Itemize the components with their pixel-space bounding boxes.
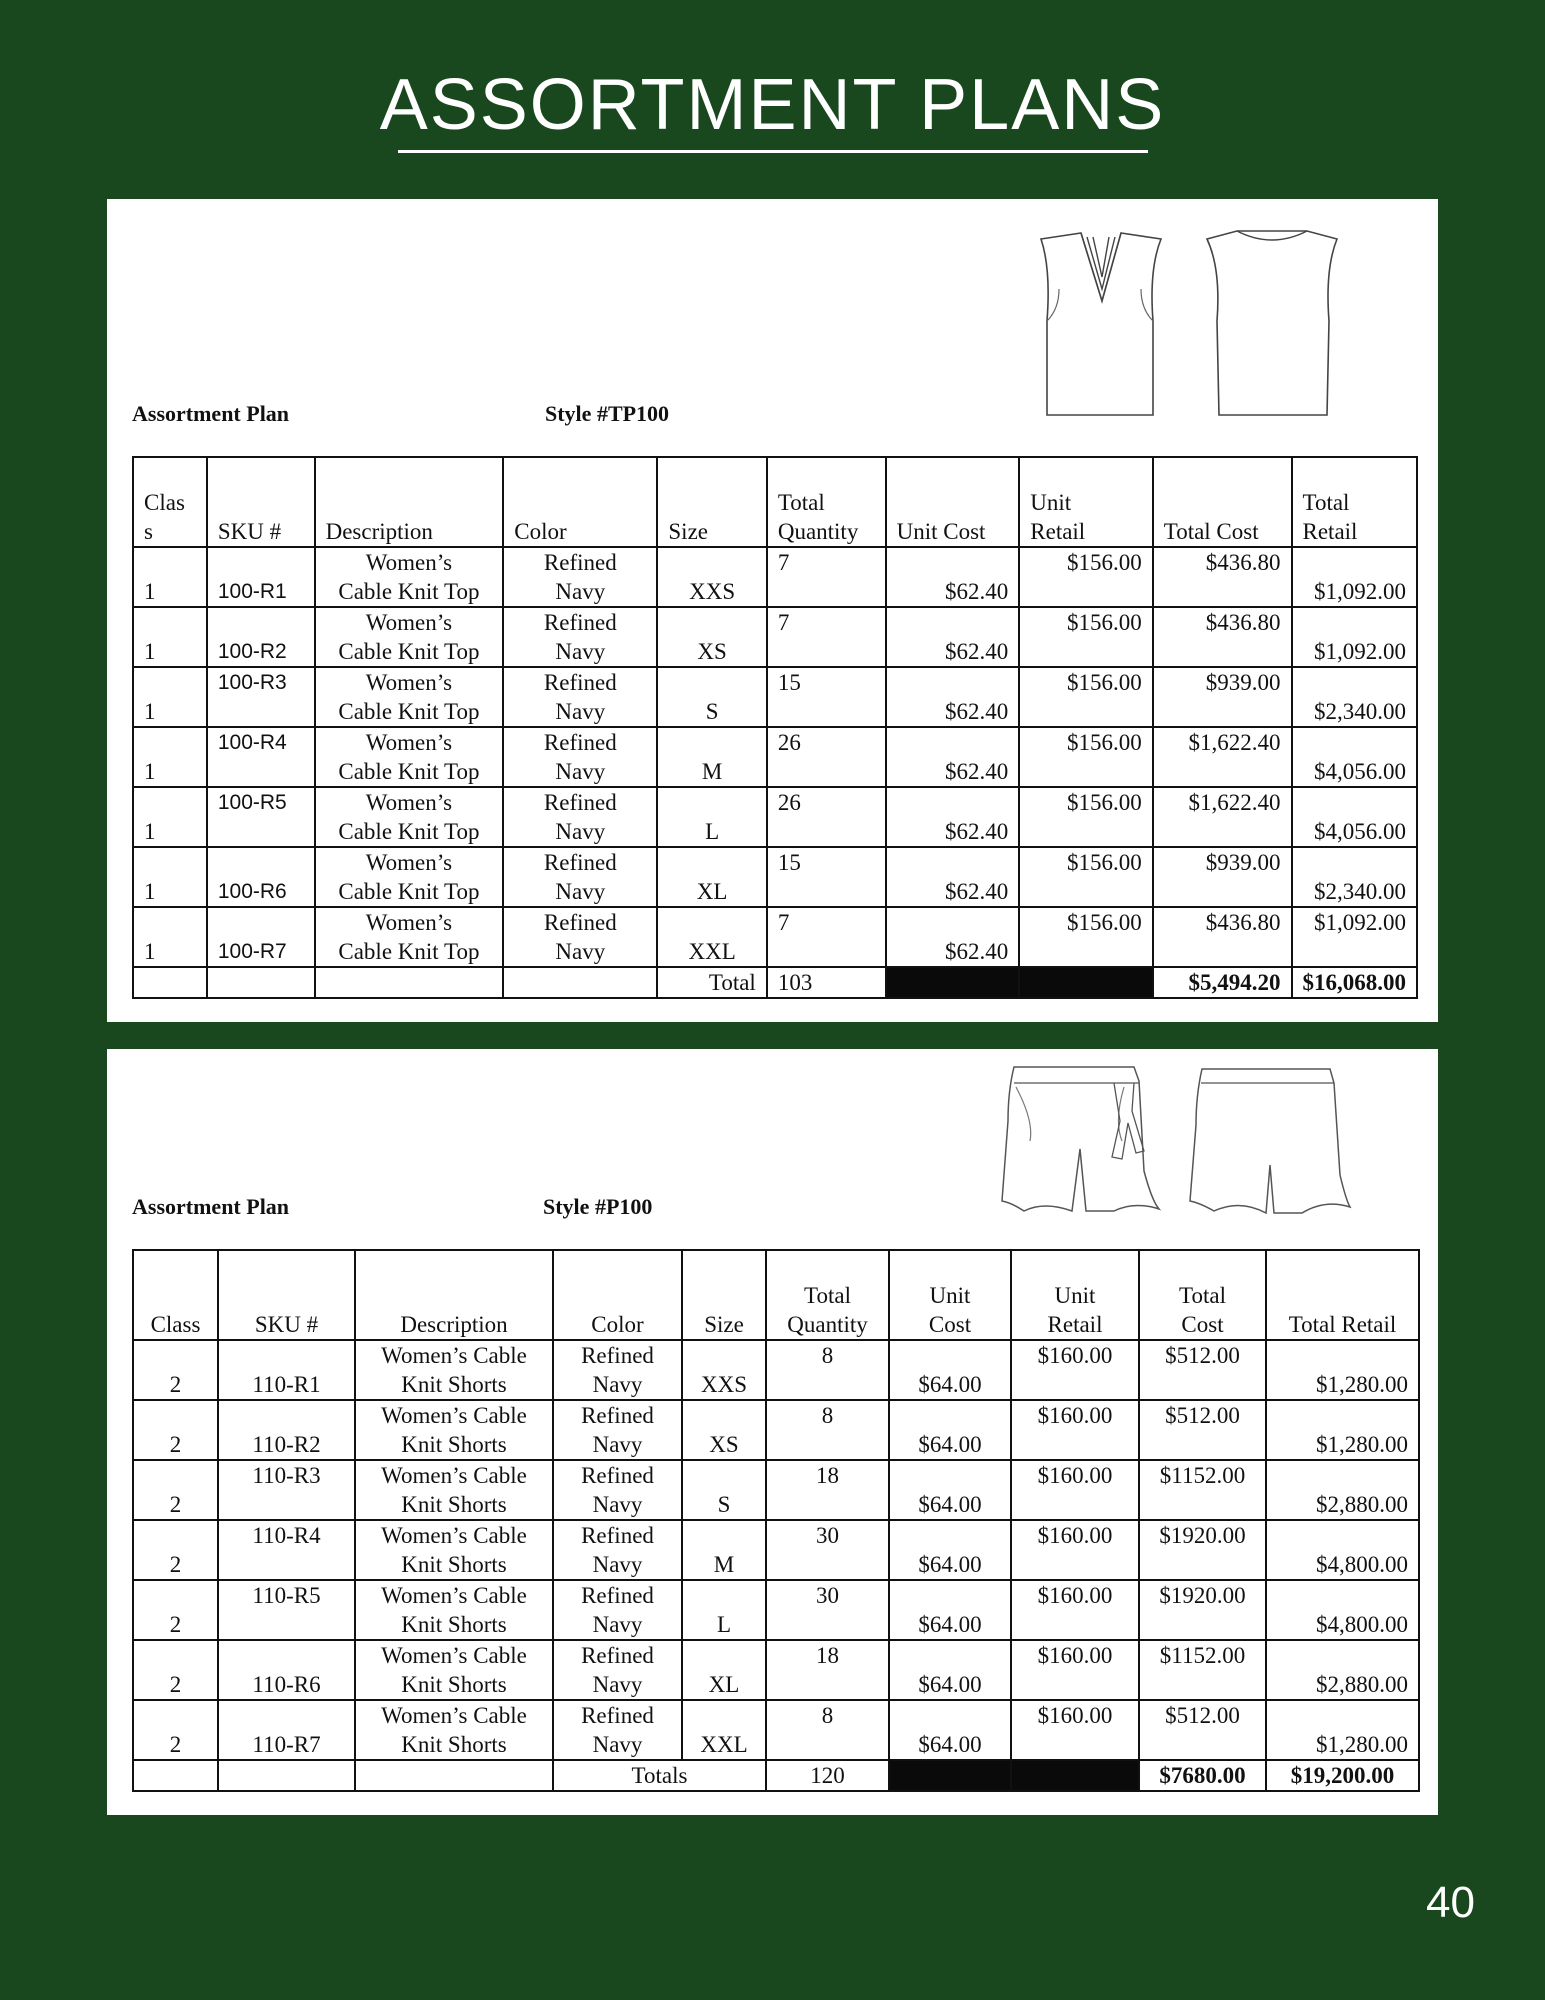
cell-class: 2 [133, 1520, 218, 1580]
title-underline [398, 150, 1148, 153]
cell-total-retail: $1,280.00 [1266, 1700, 1419, 1760]
blacked-out-cell [1019, 967, 1152, 998]
shorts-front-sketch [994, 1061, 1174, 1221]
table-row [133, 847, 1417, 907]
cell-empty [503, 967, 657, 998]
blacked-out-cell [1011, 1760, 1139, 1791]
header-description: Description [355, 1250, 553, 1340]
cell-total-cost: $512.00 [1139, 1700, 1266, 1760]
plan-label: Assortment Plan [132, 401, 290, 426]
assortment-plan-panel-top [107, 199, 1438, 1022]
cell-size: XL [682, 1640, 766, 1700]
cell-sku: 100-R3 [207, 667, 315, 727]
cell-unit-retail: $160.00 [1011, 1460, 1139, 1520]
cell-quantity: 15 [767, 667, 886, 727]
cell-unit-retail: $160.00 [1011, 1340, 1139, 1400]
cell-unit-cost: $64.00 [889, 1640, 1011, 1700]
header-unit-retail: Unit Retail [1011, 1250, 1139, 1340]
cell-class: 1 [133, 787, 207, 847]
cell-sku: 100-R1 [207, 547, 315, 607]
cell-size: L [657, 787, 766, 847]
totals-total-retail: $16,068.00 [1292, 967, 1418, 998]
page-title: ASSORTMENT PLANS [379, 65, 1166, 145]
cell-total-retail: $1,092.00 [1292, 907, 1418, 967]
cell-color: Refined Navy [503, 787, 657, 847]
header-unit-retail: Unit Retail [1019, 457, 1152, 547]
cell-total-cost: $436.80 [1153, 607, 1292, 667]
cell-description: Women’s Cable Knit Shorts [355, 1460, 553, 1520]
header-total-retail: Total Retail [1266, 1250, 1419, 1340]
cell-unit-cost: $62.40 [886, 667, 1020, 727]
cell-total-cost: $436.80 [1153, 547, 1292, 607]
cell-unit-retail: $156.00 [1019, 727, 1152, 787]
cell-total-retail: $4,800.00 [1266, 1580, 1419, 1640]
shorts-back-sketch [1180, 1065, 1360, 1220]
cell-total-cost: $436.80 [1153, 907, 1292, 967]
cell-quantity: 8 [766, 1340, 889, 1400]
cell-class: 1 [133, 847, 207, 907]
cell-total-cost: $1920.00 [1139, 1580, 1266, 1640]
cell-quantity: 7 [767, 547, 886, 607]
cell-class: 1 [133, 547, 207, 607]
cell-total-retail: $2,880.00 [1266, 1640, 1419, 1700]
cell-description: Women’s Cable Knit Top [315, 727, 504, 787]
cell-unit-retail: $156.00 [1019, 847, 1152, 907]
cell-sku: 110-R5 [218, 1580, 355, 1640]
cell-sku: 110-R1 [218, 1340, 355, 1400]
header-color: Color [503, 457, 657, 547]
cell-total-retail: $2,340.00 [1292, 667, 1418, 727]
header-color: Color [553, 1250, 682, 1340]
cell-unit-cost: $64.00 [889, 1580, 1011, 1640]
cell-size: S [682, 1460, 766, 1520]
cell-class: 1 [133, 667, 207, 727]
cell-sku: 100-R2 [207, 607, 315, 667]
assortment-table [132, 1249, 1420, 1792]
cell-empty [355, 1760, 553, 1791]
cell-unit-cost: $62.40 [886, 847, 1020, 907]
cell-total-cost: $939.00 [1153, 667, 1292, 727]
cell-size: S [657, 667, 766, 727]
cell-total-retail: $4,056.00 [1292, 787, 1418, 847]
cell-unit-cost: $62.40 [886, 547, 1020, 607]
table-row [133, 1640, 1419, 1700]
table-row [133, 907, 1417, 967]
totals-total-cost: $7680.00 [1139, 1760, 1266, 1791]
cell-unit-retail: $156.00 [1019, 607, 1152, 667]
header-total-retail: Total Retail [1292, 457, 1418, 547]
cell-description: Women’s Cable Knit Top [315, 547, 504, 607]
cell-color: Refined Navy [553, 1700, 682, 1760]
cell-class: 2 [133, 1460, 218, 1520]
totals-row [133, 1760, 1419, 1791]
cell-unit-cost: $62.40 [886, 787, 1020, 847]
cell-total-retail: $2,880.00 [1266, 1460, 1419, 1520]
cell-quantity: 26 [767, 727, 886, 787]
cell-unit-cost: $64.00 [889, 1400, 1011, 1460]
header-sku: SKU # [218, 1250, 355, 1340]
header-unit-cost: Unit Cost [889, 1250, 1011, 1340]
cell-quantity: 7 [767, 607, 886, 667]
table-header-row [133, 457, 1417, 547]
table-row [133, 787, 1417, 847]
cell-unit-retail: $160.00 [1011, 1700, 1139, 1760]
cell-description: Women’s Cable Knit Shorts [355, 1700, 553, 1760]
header-unit-cost: Unit Cost [886, 457, 1020, 547]
header-total-cost: Total Cost [1139, 1250, 1266, 1340]
cell-class: 1 [133, 727, 207, 787]
cell-total-cost: $512.00 [1139, 1340, 1266, 1400]
cell-total-cost: $1920.00 [1139, 1520, 1266, 1580]
cell-quantity: 18 [766, 1460, 889, 1520]
cell-sku: 110-R3 [218, 1460, 355, 1520]
cell-description: Women’s Cable Knit Top [315, 907, 504, 967]
cell-empty [133, 967, 207, 998]
cell-unit-retail: $156.00 [1019, 907, 1152, 967]
cell-size: XXS [682, 1340, 766, 1400]
cell-empty [315, 967, 504, 998]
cell-size: XL [657, 847, 766, 907]
cell-unit-cost: $62.40 [886, 607, 1020, 667]
cell-unit-cost: $64.00 [889, 1520, 1011, 1580]
style-number: Style #TP100 [545, 401, 670, 426]
cell-color: Refined Navy [503, 727, 657, 787]
cell-description: Women’s Cable Knit Shorts [355, 1580, 553, 1640]
cell-class: 2 [133, 1400, 218, 1460]
cell-total-cost: $1,622.40 [1153, 787, 1292, 847]
cell-quantity: 15 [767, 847, 886, 907]
table-row [133, 1520, 1419, 1580]
totals-quantity: 103 [767, 967, 886, 998]
cell-total-retail: $4,800.00 [1266, 1520, 1419, 1580]
cell-color: Refined Navy [553, 1520, 682, 1580]
cell-quantity: 18 [766, 1640, 889, 1700]
cell-description: Women’s Cable Knit Top [315, 667, 504, 727]
cell-empty [207, 967, 315, 998]
cell-unit-retail: $160.00 [1011, 1400, 1139, 1460]
cell-class: 2 [133, 1700, 218, 1760]
header-size: Size [657, 457, 766, 547]
table-row [133, 547, 1417, 607]
cell-class: 2 [133, 1640, 218, 1700]
header-description: Description [315, 457, 504, 547]
cell-quantity: 7 [767, 907, 886, 967]
cell-unit-retail: $160.00 [1011, 1640, 1139, 1700]
cell-quantity: 8 [766, 1700, 889, 1760]
cell-size: L [682, 1580, 766, 1640]
header-class: Clas s [133, 457, 207, 547]
cell-unit-retail: $156.00 [1019, 787, 1152, 847]
table-row [133, 1340, 1419, 1400]
cell-sku: 100-R7 [207, 907, 315, 967]
cell-description: Women’s Cable Knit Top [315, 847, 504, 907]
table-row [133, 1400, 1419, 1460]
cell-description: Women’s Cable Knit Top [315, 787, 504, 847]
cell-unit-cost: $62.40 [886, 907, 1020, 967]
cell-total-cost: $1152.00 [1139, 1460, 1266, 1520]
totals-total-cost: $5,494.20 [1153, 967, 1292, 998]
cell-total-cost: $512.00 [1139, 1400, 1266, 1460]
cell-size: XS [682, 1400, 766, 1460]
table-row [133, 1700, 1419, 1760]
vneck-top-back-sketch [1197, 225, 1347, 420]
cell-quantity: 26 [767, 787, 886, 847]
cell-color: Refined Navy [503, 547, 657, 607]
cell-unit-cost: $62.40 [886, 727, 1020, 787]
cell-size: M [682, 1520, 766, 1580]
header-sku: SKU # [207, 457, 315, 547]
cell-color: Refined Navy [503, 847, 657, 907]
cell-unit-cost: $64.00 [889, 1340, 1011, 1400]
cell-size: XS [657, 607, 766, 667]
cell-description: Women’s Cable Knit Top [315, 607, 504, 667]
cell-total-cost: $1,622.40 [1153, 727, 1292, 787]
cell-quantity: 30 [766, 1520, 889, 1580]
cell-quantity: 8 [766, 1400, 889, 1460]
cell-description: Women’s Cable Knit Shorts [355, 1640, 553, 1700]
cell-size: M [657, 727, 766, 787]
header-class: Class [133, 1250, 218, 1340]
cell-unit-retail: $160.00 [1011, 1580, 1139, 1640]
cell-color: Refined Navy [503, 907, 657, 967]
cell-total-retail: $1,280.00 [1266, 1400, 1419, 1460]
blacked-out-cell [886, 967, 1020, 998]
cell-total-retail: $1,092.00 [1292, 547, 1418, 607]
cell-total-retail: $1,092.00 [1292, 607, 1418, 667]
cell-unit-cost: $64.00 [889, 1700, 1011, 1760]
cell-empty [133, 1760, 218, 1791]
cell-class: 2 [133, 1340, 218, 1400]
header-size: Size [682, 1250, 766, 1340]
cell-color: Refined Navy [553, 1580, 682, 1640]
cell-description: Women’s Cable Knit Shorts [355, 1340, 553, 1400]
totals-row [133, 967, 1417, 998]
cell-total-retail: $4,056.00 [1292, 727, 1418, 787]
cell-quantity: 30 [766, 1580, 889, 1640]
header-total-cost: Total Cost [1153, 457, 1292, 547]
page-number: 40 [1426, 1878, 1475, 1927]
table-row [133, 667, 1417, 727]
cell-sku: 100-R4 [207, 727, 315, 787]
table-row [133, 1580, 1419, 1640]
style-number: Style #P100 [543, 1194, 653, 1219]
cell-size: XXS [657, 547, 766, 607]
header-total-quantity: Total Quantity [766, 1250, 889, 1340]
cell-color: Refined Navy [553, 1340, 682, 1400]
cell-size: XXL [657, 907, 766, 967]
totals-label: Totals [553, 1760, 766, 1791]
cell-total-cost: $1152.00 [1139, 1640, 1266, 1700]
cell-sku: 110-R4 [218, 1520, 355, 1580]
cell-class: 1 [133, 607, 207, 667]
blacked-out-cell [889, 1760, 1011, 1791]
cell-sku: 110-R6 [218, 1640, 355, 1700]
cell-unit-retail: $156.00 [1019, 547, 1152, 607]
cell-class: 2 [133, 1580, 218, 1640]
cell-total-retail: $1,280.00 [1266, 1340, 1419, 1400]
totals-label: Total [657, 967, 766, 998]
totals-quantity: 120 [766, 1760, 889, 1791]
cell-total-cost: $939.00 [1153, 847, 1292, 907]
cell-sku: 110-R2 [218, 1400, 355, 1460]
cell-sku: 100-R5 [207, 787, 315, 847]
cell-unit-retail: $160.00 [1011, 1520, 1139, 1580]
totals-total-retail: $19,200.00 [1266, 1760, 1419, 1791]
cell-unit-cost: $64.00 [889, 1460, 1011, 1520]
table-row [133, 1460, 1419, 1520]
cell-description: Women’s Cable Knit Shorts [355, 1520, 553, 1580]
cell-total-retail: $2,340.00 [1292, 847, 1418, 907]
table-row [133, 727, 1417, 787]
assortment-plan-panel-bottom [107, 1049, 1438, 1815]
cell-color: Refined Navy [503, 667, 657, 727]
cell-empty [218, 1760, 355, 1791]
cell-color: Refined Navy [503, 607, 657, 667]
cell-color: Refined Navy [553, 1460, 682, 1520]
assortment-table [132, 456, 1418, 999]
cell-class: 1 [133, 907, 207, 967]
table-row [133, 607, 1417, 667]
cell-description: Women’s Cable Knit Shorts [355, 1400, 553, 1460]
cell-size: XXL [682, 1700, 766, 1760]
cell-sku: 110-R7 [218, 1700, 355, 1760]
header-total-quantity: Total Quantity [767, 457, 886, 547]
table-header-row [133, 1250, 1419, 1340]
cell-sku: 100-R6 [207, 847, 315, 907]
cell-color: Refined Navy [553, 1400, 682, 1460]
plan-label: Assortment Plan [132, 1194, 290, 1219]
cell-unit-retail: $156.00 [1019, 667, 1152, 727]
cell-color: Refined Navy [553, 1640, 682, 1700]
